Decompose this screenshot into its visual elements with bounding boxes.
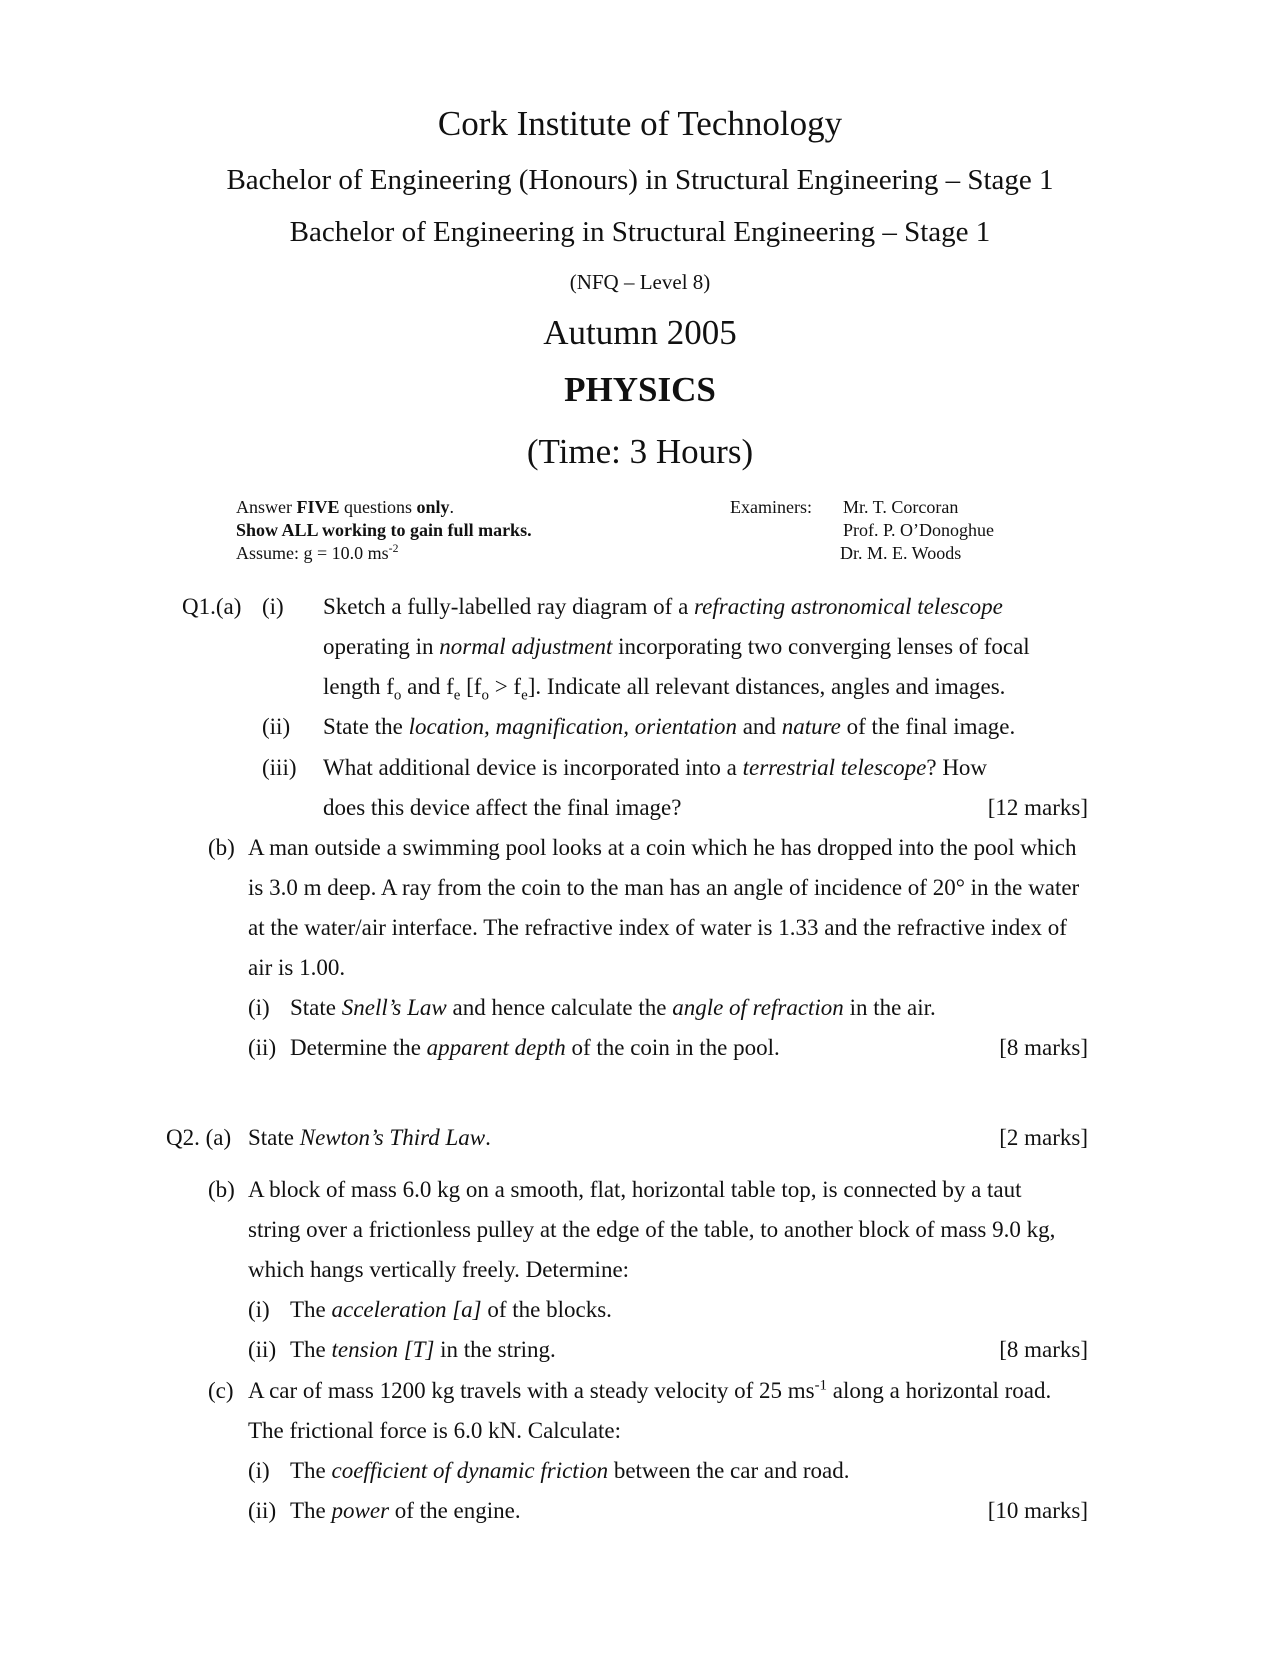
part-number: (i) xyxy=(248,1458,270,1483)
part-number: (ii) xyxy=(248,1337,277,1362)
part-number: (ii) xyxy=(262,714,291,739)
q2-b-line: string over a frictionless pulley at the edge of the table, to another block of mass 9.0 kg, xyxy=(248,1217,1056,1242)
q2-a-text: State Newton’s Third Law. xyxy=(248,1125,491,1150)
q2-c-line1: A car of mass 1200 kg travels with a steady velocity of 25 $ms^{-1}$ along a horizontal road. xyxy=(248,1377,1052,1403)
q1-b-ii-text: Determine the apparent depth of the coin in the pool. xyxy=(290,1035,780,1060)
q1-a-iii-line2: does this device affect the final image? xyxy=(323,795,682,820)
examiners-label: Examiners: xyxy=(730,497,812,517)
examiner-name: Dr. M. E. Woods xyxy=(840,543,962,563)
q1-b-line: A man outside a swimming pool looks at a coin which he has dropped into the pool which xyxy=(248,835,1077,860)
part-label: (c) xyxy=(208,1378,234,1403)
marks-label: [8 marks] xyxy=(999,1035,1088,1060)
q2-b-i-text: The acceleration [a] of the blocks. xyxy=(290,1297,612,1322)
exam-duration: (Time: 3 Hours) xyxy=(526,432,754,471)
nfq-level: (NFQ – Level 8) xyxy=(569,270,711,294)
subject-title: PHYSICS xyxy=(564,370,716,409)
part-number: (i) xyxy=(262,594,284,619)
part-number: (ii) xyxy=(248,1498,277,1523)
marks-label: [10 marks] xyxy=(987,1498,1088,1523)
q2-b-ii-text: The tension [T] in the string. xyxy=(290,1337,556,1362)
marks-label: [12 marks] xyxy=(987,795,1088,820)
q1-a-i-line2: operating in normal adjustment incorporating two converging lenses of focal xyxy=(323,634,1030,659)
examiner-name: Mr. T. Corcoran xyxy=(843,497,959,517)
programme-ordinary: Bachelor of Engineering in Structural Engineering – Stage 1 xyxy=(289,216,991,248)
programme-honours: Bachelor of Engineering (Honours) in Structural Engineering – Stage 1 xyxy=(226,164,1054,196)
q1-a-iii-line1: What additional device is incorporated into a terrestrial telescope? How xyxy=(323,755,988,780)
q1-a-i-line3: length $f_o$ and $f_e$ $[f_o > f_e]$. Indicate all relevant distances, angles and images. xyxy=(323,674,1006,704)
instruction-assume: Assume: g = 10.0 $ms^{-2}$ xyxy=(236,542,399,563)
question-1-label: Q1.(a) xyxy=(182,594,242,619)
q2-c-i-text: The coefficient of dynamic friction between the car and road. xyxy=(290,1458,850,1483)
instruction-working: Show ALL working to gain full marks. xyxy=(236,520,532,540)
part-number: (ii) xyxy=(248,1035,277,1060)
q1-a-i-line1: Sketch a fully-labelled ray diagram of a refracting astronomical telescope xyxy=(323,594,1003,619)
examiner-name: Prof. P. O’Donoghue xyxy=(843,520,994,540)
q1-b-line: at the water/air interface. The refractive index of water is 1.33 and the refractive index of xyxy=(248,915,1067,940)
q2-b-line: which hangs vertically freely. Determine: xyxy=(248,1257,630,1282)
q1-b-i-text: State Snell’s Law and hence calculate the angle of refraction in the air. xyxy=(290,995,936,1020)
q1-b-line: air is 1.00. xyxy=(248,955,346,980)
part-number: (iii) xyxy=(262,755,297,780)
marks-label: [2 marks] xyxy=(999,1125,1088,1150)
marks-label: [8 marks] xyxy=(999,1337,1088,1362)
part-number: (i) xyxy=(248,995,270,1020)
instruction-answer: Answer FIVE questions only. xyxy=(236,497,455,517)
part-label: (b) xyxy=(208,1177,235,1202)
q2-c-ii-text: The power of the engine. xyxy=(290,1498,521,1523)
question-2-label: Q2. (a) xyxy=(166,1125,232,1150)
part-number: (i) xyxy=(248,1297,270,1322)
part-label: (b) xyxy=(208,835,235,860)
q2-c-line2: The frictional force is 6.0 kN. Calculate: xyxy=(248,1418,621,1443)
q1-a-ii-text: State the location, magnification, orientation and nature of the final image. xyxy=(323,714,1016,739)
institute-title: Cork Institute of Technology xyxy=(437,104,843,143)
q1-b-line: is 3.0 m deep. A ray from the coin to the man has an angle of incidence of 20° in the water xyxy=(248,875,1080,900)
q2-b-line: A block of mass 6.0 kg on a smooth, flat, horizontal table top, is connected by a taut xyxy=(248,1177,1022,1202)
exam-session: Autumn 2005 xyxy=(543,313,737,352)
